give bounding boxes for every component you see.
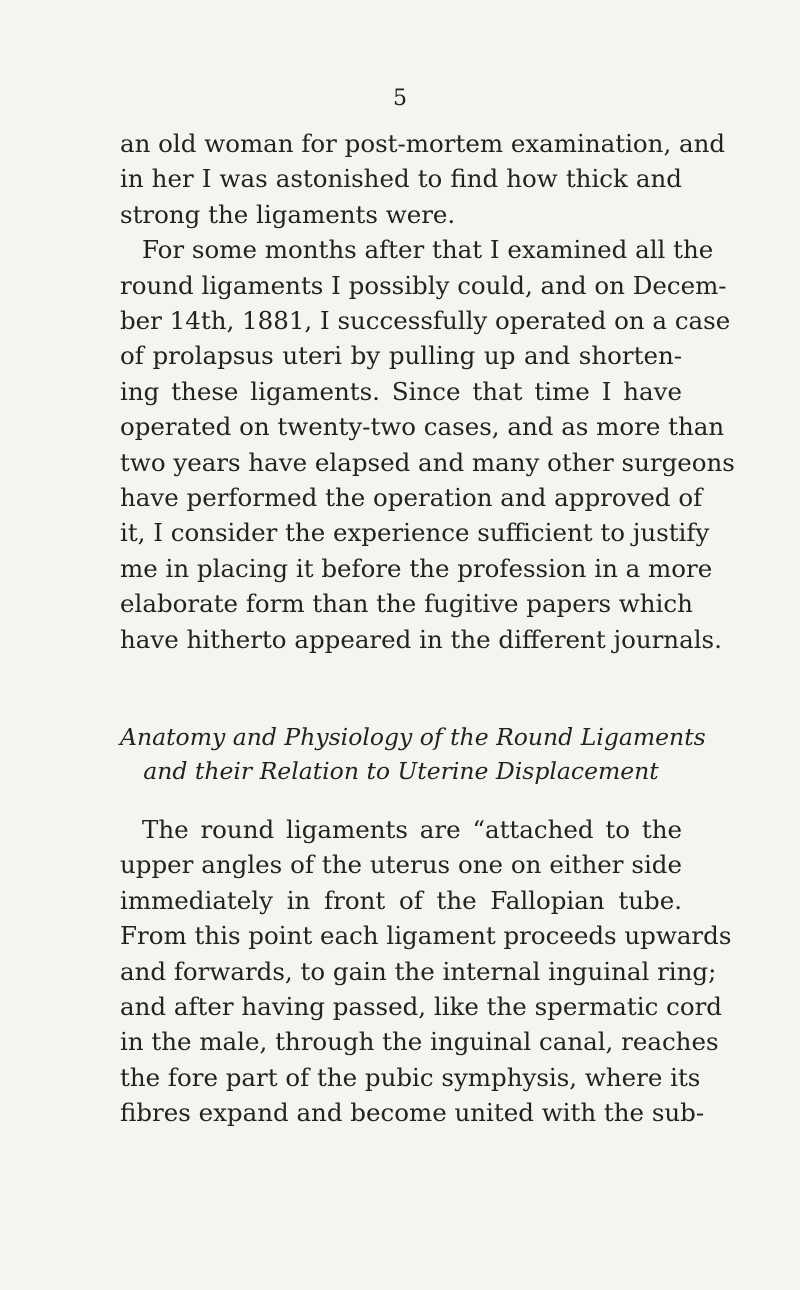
intro-text <box>120 126 735 657</box>
section-heading <box>120 720 706 788</box>
text-line: immediately in front of the Fallopian tube. <box>120 885 682 915</box>
text-line: in the male, through the inguinal canal, reaches <box>120 1027 719 1057</box>
text-line: strong the ligaments were. <box>120 199 456 229</box>
paragraph-2 <box>120 232 735 657</box>
text-line: ing these ligaments. Since that time I have <box>120 376 682 406</box>
text-line: operated on twenty-two cases, and as more than <box>120 412 725 442</box>
text-line: me in placing it before the profession in a more <box>120 553 713 583</box>
text-line: and after having passed, like the spermatic cord <box>120 992 722 1022</box>
text-line: have performed the operation and approved of <box>120 483 703 513</box>
text-line: the fore part of the pubic symphysis, where its <box>120 1062 701 1092</box>
text-line: of prolapsus uteri by pulling up and shorten- <box>120 341 682 371</box>
text-line: The round ligaments are “attached to the <box>142 815 682 844</box>
page-number: 5 <box>393 86 407 111</box>
text-line: ber 14th, 1881, I successfully operated on a case <box>120 306 731 336</box>
heading-line: Anatomy and Physiology of the Round Ligaments <box>120 723 706 751</box>
text-line: round ligaments I possibly could, and on Decem- <box>120 270 727 300</box>
heading-line: and their Relation to Uterine Displacement <box>143 757 659 785</box>
text-line: two years have elapsed and many other surgeons <box>120 447 735 477</box>
paragraph-3 <box>120 812 732 1131</box>
paragraph-1 <box>120 126 726 232</box>
text-line: it, I consider the experience sufficient to justify <box>120 518 710 548</box>
text-line: For some months after that I examined all the <box>142 235 714 265</box>
text-line: have hitherto appeared in the different journals. <box>120 624 722 654</box>
text-line: upper angles of the uterus one on either side <box>120 850 682 880</box>
text-line: in her I was astonished to find how thick and <box>120 164 682 194</box>
section-text <box>120 812 732 1131</box>
text-line: an old woman for post-mortem examination, and <box>120 129 726 158</box>
text-line: elaborate form than the fugitive papers which <box>120 589 693 619</box>
text-line: From this point each ligament proceeds upwards <box>120 921 732 951</box>
text-line: and forwards, to gain the internal inguinal ring; <box>120 956 717 986</box>
text-line: fibres expand and become united with the sub- <box>120 1098 705 1128</box>
